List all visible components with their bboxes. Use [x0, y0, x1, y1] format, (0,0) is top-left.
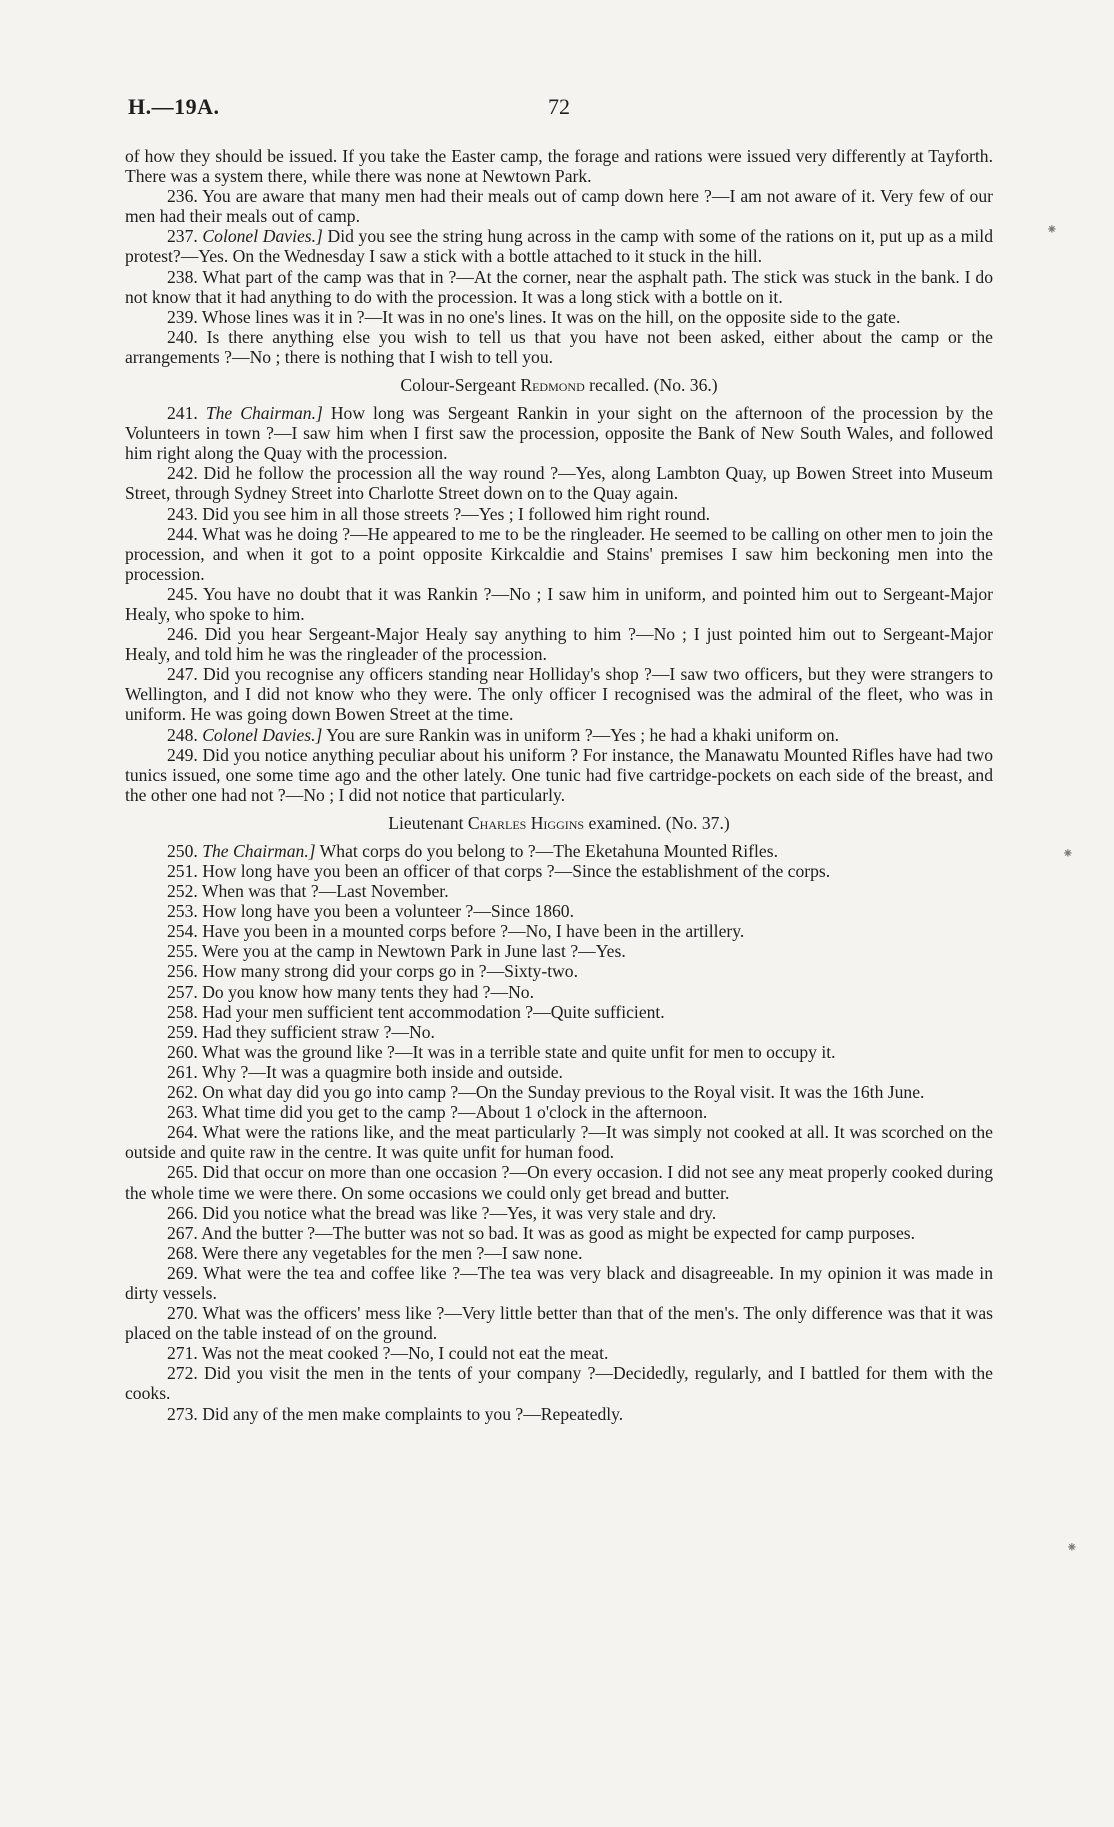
testimony-paragraph: 268. Were there any vegetables for the men ?—I saw none.: [167, 1242, 583, 1263]
testimony-paragraph: 248. Colonel Davies.] You are sure Rankin was in uniform ?—Yes ; he had a khaki uniform on.: [167, 724, 840, 745]
testimony-paragraph: 239. Whose lines was it in ?—It was in no one's lines. It was on the hill, on the opposite side to the gate.: [167, 306, 901, 327]
testimony-paragraph: 236. You are aware that many men had their meals out of camp down here ?—I am not aware of it. Very few of our men had their meals out of camp.: [125, 186, 993, 227]
testimony-paragraph: 249. Did you notice anything peculiar about his uniform ? For instance, the Manawatu Mounted Rifles have had two tunics issued, one some time ago and the other lately. One tunic had five cartridge-pockets on each side of the breast, and the other one had not ?—No ; I did not notice that particularly.: [125, 744, 993, 805]
testimony-paragraph: 242. Did he follow the procession all the way round ?—Yes, along Lambton Quay, up Bowen Street into Museum Street, through Sydney Street into Charlotte Street down on to the Quay again.: [125, 463, 993, 504]
testimony-paragraph: 245. You have no doubt that it was Rankin ?—No ; I saw him in uniform, and pointed him out to Sergeant-Major Healy, who spoke to him.: [125, 583, 993, 624]
testimony-paragraph: 250. The Chairman.] What corps do you belong to ?—The Eketahuna Mounted Rifles.: [167, 840, 778, 861]
witness-heading: [125, 375, 993, 395]
testimony-paragraph: of how they should be issued. If you take the Easter camp, the forage and rations were issued very differently at Tayforth. There was a system there, while there was none at Newtown Park.: [125, 146, 993, 187]
testimony-paragraph: 247. Did you recognise any officers standing near Holliday's shop ?—I saw two officers, but they were strangers to Wellington, and I did not know who they were. The only officer I recognised was the admiral of the fleet, who was in uniform. He was going down Bowen Street at the time.: [125, 664, 993, 725]
testimony-paragraph: 265. Did that occur on more than one occasion ?—On every occasion. I did not see any meat properly cooked during the whole time we were there. On some occasions we could only get bread and butter.: [125, 1162, 993, 1203]
document-reference: H.—19A.: [128, 94, 220, 119]
testimony-paragraph: 271. Was not the meat cooked ?—No, I could not eat the meat.: [167, 1343, 609, 1364]
testimony-paragraph: 246. Did you hear Sergeant-Major Healy say anything to him ?—No ; I just pointed him out to Sergeant-Major Healy, and told him he was the ringleader of the procession.: [125, 624, 993, 665]
testimony-paragraph: 243. Did you see him in all those streets ?—Yes ; I followed him right round.: [167, 503, 711, 524]
testimony-paragraph: 272. Did you visit the men in the tents of your company ?—Decidedly, regularly, and I battled for them with the cooks.: [125, 1363, 993, 1404]
testimony-paragraph: 262. On what day did you go into camp ?—On the Sunday previous to the Royal visit. It was the 16th June.: [167, 1082, 925, 1103]
testimony-paragraph: 259. Had they sufficient straw ?—No.: [167, 1021, 435, 1042]
witness-heading: [125, 813, 993, 833]
testimony-paragraph: 256. How many strong did your corps go in ?—Sixty-two.: [167, 961, 578, 982]
page-number: 72: [548, 94, 570, 119]
testimony-paragraph: 241. The Chairman.] How long was Sergeant Rankin in your sight on the afternoon of the procession by the Volunteers in town ?—I saw him when I first saw the procession, opposite the Bank of New South Wales, and followed him right along the Quay with the procession.: [125, 403, 994, 464]
testimony-paragraph: 238. What part of the camp was that in ?—At the corner, near the asphalt path. The stick was stuck in the bank. I do not know that it had anything to do with the procession. It was a long stick with a bottle on it.: [125, 266, 993, 307]
heading-rank: Lieutenant: [388, 812, 468, 833]
document-body: [125, 146, 993, 1424]
heading-suffix: recalled. (No. 36.): [584, 375, 718, 396]
testimony-paragraph: 266. Did you notice what the bread was like ?—Yes, it was very stale and dry.: [167, 1202, 717, 1223]
testimony-paragraph: 258. Had your men sufficient tent accommodation ?—Quite sufficient.: [167, 1001, 665, 1022]
testimony-paragraph: 263. What time did you get to the camp ?—About 1 o'clock in the afternoon.: [167, 1102, 708, 1123]
margin-mark: ⁕: [1066, 1541, 1078, 1556]
page-header: [128, 94, 990, 124]
testimony-paragraph: 251. How long have you been an officer of that corps ?—Since the establishment of the corps.: [167, 861, 831, 881]
testimony-paragraph: 260. What was the ground like ?—It was in a terrible state and quite unfit for men to occupy it.: [167, 1041, 836, 1062]
margin-mark: ⁕: [1062, 847, 1074, 862]
testimony-paragraph: 240. Is there anything else you wish to tell us that you have not been asked, either about the camp or the arrangements ?—No ; there is nothing that I wish to tell you.: [125, 326, 993, 367]
testimony-paragraph: 257. Do you know how many tents they had ?—No.: [167, 981, 534, 1002]
testimony-paragraph: 244. What was he doing ?—He appeared to me to be the ringleader. He seemed to be calling on other men to join the procession, and when it got to a point opposite Kirkcaldie and Stains' premises I saw him beckoning men into the procession.: [125, 523, 993, 584]
testimony-paragraph: 253. How long have you been a volunteer ?—Since 1860.: [167, 901, 575, 922]
margin-mark: ⁕: [1046, 223, 1058, 238]
testimony-paragraph: 267. And the butter ?—The butter was not so bad. It was as good as might be expected for camp purposes.: [167, 1222, 916, 1243]
heading-witness-name: Redmond: [520, 375, 585, 396]
testimony-paragraph: 270. What was the officers' mess like ?—Very little better than that of the men's. The only difference was that it was placed on the table instead of on the ground.: [125, 1303, 993, 1344]
testimony-paragraph: 269. What were the tea and coffee like ?—The tea was very black and disagreeable. In my opinion it was made in dirty vessels.: [125, 1262, 993, 1303]
testimony-paragraph: 273. Did any of the men make complaints to you ?—Repeatedly.: [167, 1403, 624, 1424]
heading-witness-name: Charles Higgins: [467, 812, 585, 833]
heading-suffix: examined. (No. 37.): [584, 812, 730, 833]
testimony-paragraph: 264. What were the rations like, and the meat particularly ?—It was simply not cooked at all. It was scorched on the outside and quite raw in the centre. It was quite unfit for human food.: [125, 1122, 993, 1163]
testimony-paragraph: 261. Why ?—It was a quagmire both inside and outside.: [167, 1061, 563, 1082]
testimony-paragraph: 237. Colonel Davies.] Did you see the string hung across in the camp with some of the rations on it, put up as a mild protest?—Yes. On the Wednesday I saw a stick with a bottle attached to it stuck in the hill.: [125, 226, 993, 267]
testimony-paragraph: 252. When was that ?—Last November.: [167, 881, 449, 902]
testimony-paragraph: 255. Were you at the camp in Newtown Park in June last ?—Yes.: [167, 941, 626, 962]
heading-rank: Colour-Sergeant: [400, 375, 521, 396]
testimony-paragraph: 254. Have you been in a mounted corps before ?—No, I have been in the artillery.: [167, 921, 745, 942]
